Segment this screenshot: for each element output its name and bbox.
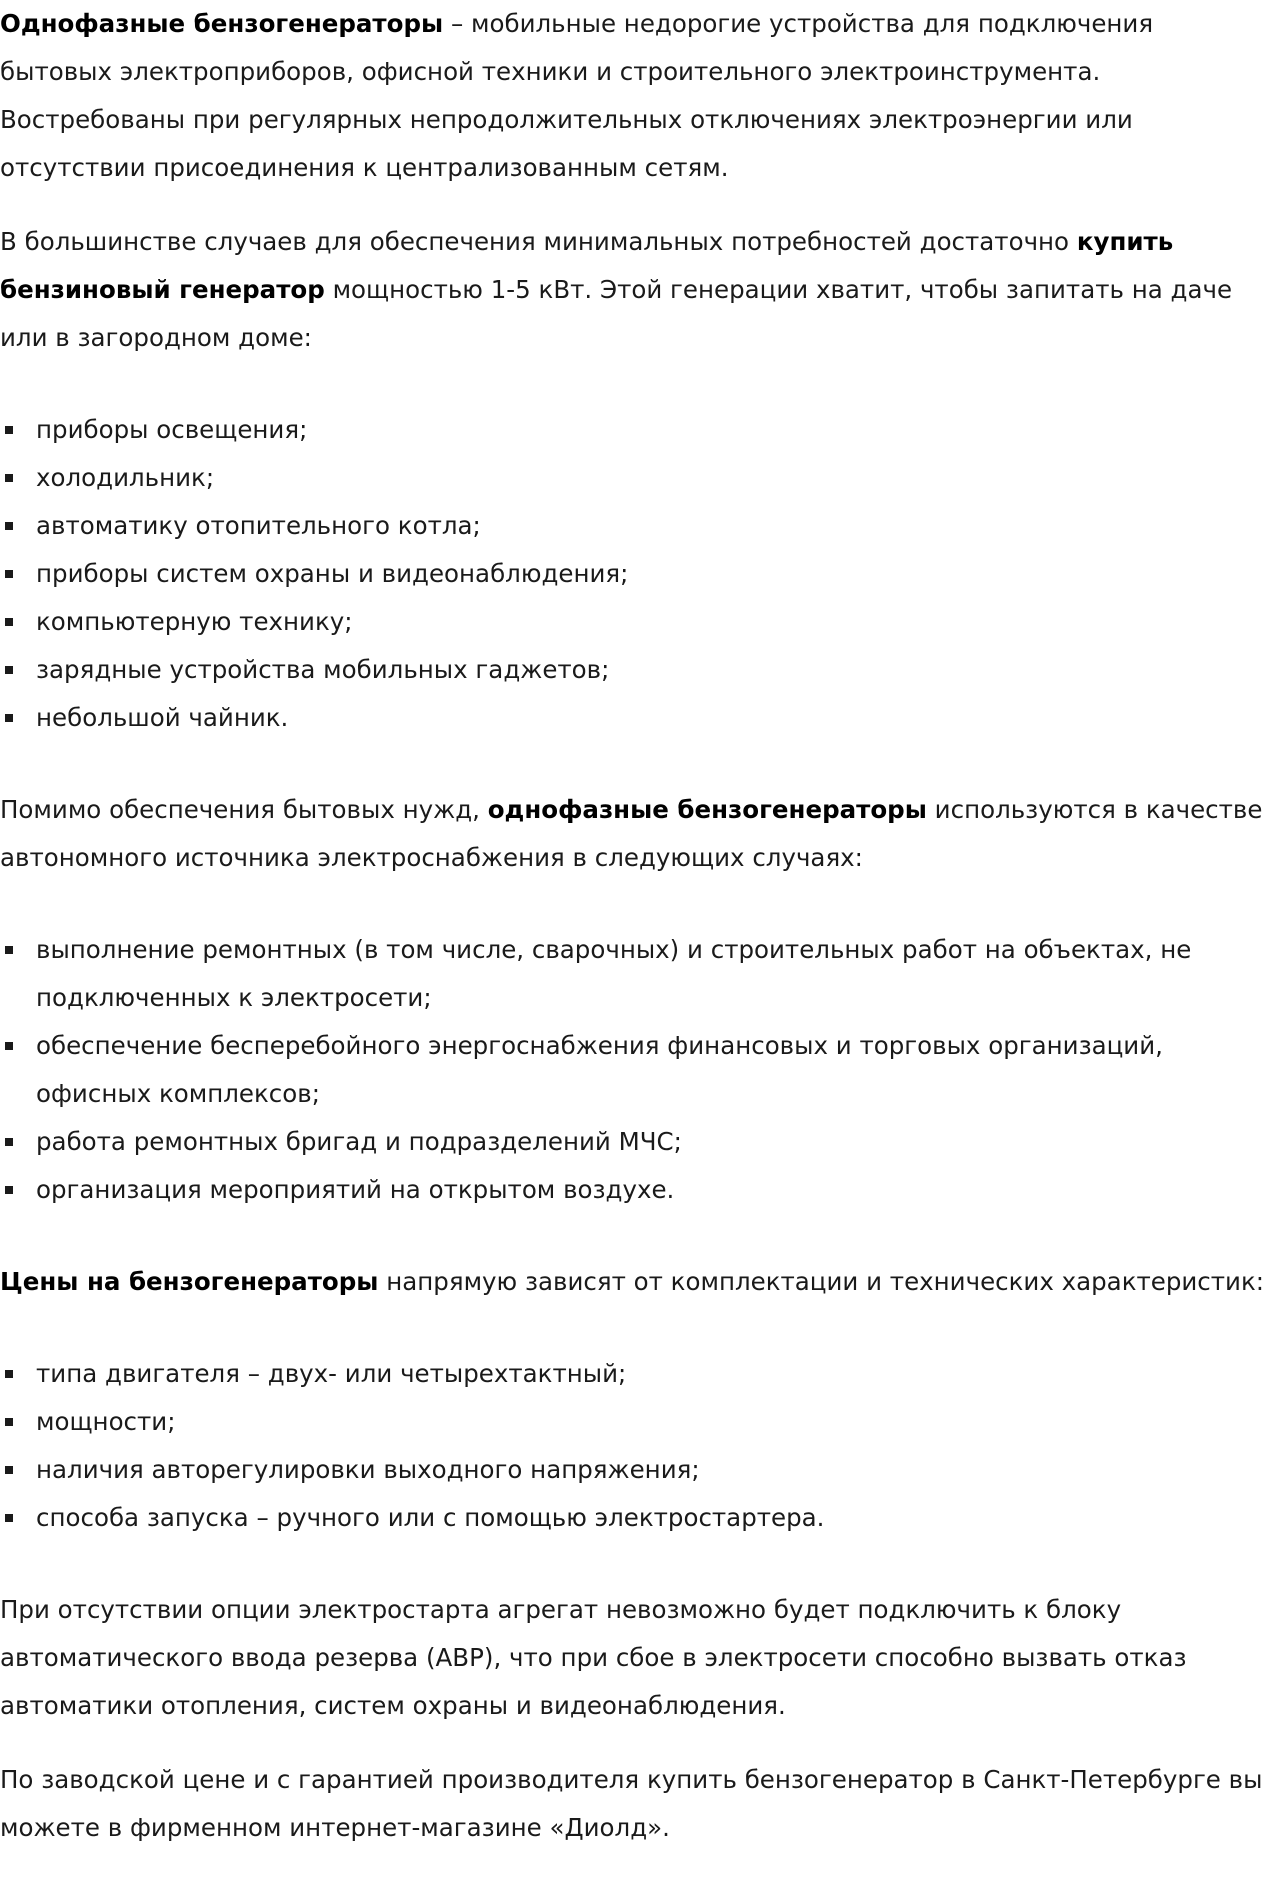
- list-item-text: компьютерную технику;: [36, 607, 353, 636]
- list-item-text: холодильник;: [36, 463, 215, 492]
- list-item-text: мощности;: [36, 1407, 176, 1436]
- list-item: [0, 1398, 1268, 1446]
- prices-text: напрямую зависят от комплектации и технических характеристик:: [378, 1267, 1265, 1296]
- list-item: [0, 926, 1268, 1022]
- list-item: [0, 646, 1268, 694]
- intro-bold-term: Однофазные бензогенераторы: [0, 9, 444, 38]
- bullet-icon: [5, 1186, 13, 1194]
- price-factors-list: [0, 1350, 1268, 1542]
- bullet-icon: [5, 1466, 13, 1474]
- single-phase-bold: однофазные бензогенераторы: [487, 795, 927, 824]
- bullet-icon: [5, 1418, 13, 1426]
- list-item-text: автоматику отопительного котла;: [36, 511, 481, 540]
- bullet-icon: [5, 1138, 13, 1146]
- bullet-icon: [5, 522, 13, 530]
- bullet-icon: [5, 618, 13, 626]
- bullet-icon: [5, 570, 13, 578]
- bullet-icon: [5, 714, 13, 722]
- list-item: [0, 406, 1268, 454]
- list-item: [0, 1350, 1268, 1398]
- usage-paragraph: [0, 218, 1268, 362]
- usage-text-post: мощностью 1-5 кВт. Этой генерации хватит, чтобы запитать на даче или в загородном доме:: [0, 275, 1233, 352]
- usage-text-pre: В большинстве случаев для обеспечения минимальных потребностей достаточно: [0, 227, 1077, 256]
- list-item: [0, 1494, 1268, 1542]
- other-uses-text-post: используются в качестве автономного источника электроснабжения в следующих случаях:: [0, 795, 1263, 872]
- other-uses-paragraph: [0, 786, 1268, 882]
- list-item: [0, 1446, 1268, 1494]
- list-item-text: организация мероприятий на открытом воздухе.: [36, 1175, 675, 1204]
- bullet-icon: [5, 426, 13, 434]
- intro-paragraph: [0, 0, 1268, 192]
- list-item-text: типа двигателя – двух- или четырехтактный;: [36, 1359, 627, 1388]
- other-uses-list: [0, 926, 1268, 1214]
- closing-paragraph: По заводской цене и с гарантией производителя купить бензогенератор в Санкт-Петербурге вы можете в фирменном интернет-магазине «Диолд».: [0, 1765, 1263, 1842]
- list-item-text: обеспечение бесперебойного энергоснабжения финансовых и торговых организаций, офисных комплексов;: [36, 1031, 1163, 1108]
- list-item: [0, 1022, 1268, 1118]
- household-devices-list: [0, 406, 1268, 742]
- bullet-icon: [5, 1370, 13, 1378]
- other-uses-text-pre: Помимо обеспечения бытовых нужд,: [0, 795, 488, 824]
- list-item: [0, 454, 1268, 502]
- list-item-text: наличия авторегулировки выходного напряжения;: [36, 1455, 700, 1484]
- list-item-text: способа запуска – ручного или с помощью электростартера.: [36, 1503, 825, 1532]
- prices-paragraph: [0, 1258, 1268, 1306]
- list-item-text: зарядные устройства мобильных гаджетов;: [36, 655, 610, 684]
- list-item: [0, 694, 1268, 742]
- list-item-text: выполнение ремонтных (в том числе, сварочных) и строительных работ на объектах, не подключенных к электросети;: [36, 935, 1192, 1012]
- bullet-icon: [5, 1514, 13, 1522]
- list-item: [0, 502, 1268, 550]
- bullet-icon: [5, 946, 13, 954]
- bullet-icon: [5, 1042, 13, 1050]
- buy-generator-bold: купить бензиновый генератор: [0, 227, 1174, 304]
- list-item-text: приборы освещения;: [36, 415, 308, 444]
- list-item: [0, 1166, 1268, 1214]
- list-item: [0, 1118, 1268, 1166]
- list-item-text: небольшой чайник.: [36, 703, 289, 732]
- bullet-icon: [5, 666, 13, 674]
- list-item-text: работа ремонтных бригад и подразделений МЧС;: [36, 1127, 682, 1156]
- list-item: [0, 550, 1268, 598]
- prices-bold: Цены на бензогенераторы: [0, 1267, 379, 1296]
- intro-text: – мобильные недорогие устройства для подключения бытовых электроприборов, офисной техники и строительного электроинструмента. Востребованы при регулярных непродолжительных отключениях электроэнергии или отсутствии присоединения к централизованным сетям.: [0, 9, 1154, 182]
- list-item-text: приборы систем охраны и видеонаблюдения;: [36, 559, 629, 588]
- electrostart-paragraph: При отсутствии опции электростарта агрегат невозможно будет подключить к блоку автоматического ввода резерва (АВР), что при сбое в электросети способно вызвать отказ автоматики отопления, систем охраны и видеонаблюдения.: [0, 1595, 1187, 1720]
- list-item: [0, 598, 1268, 646]
- bullet-icon: [5, 474, 13, 482]
